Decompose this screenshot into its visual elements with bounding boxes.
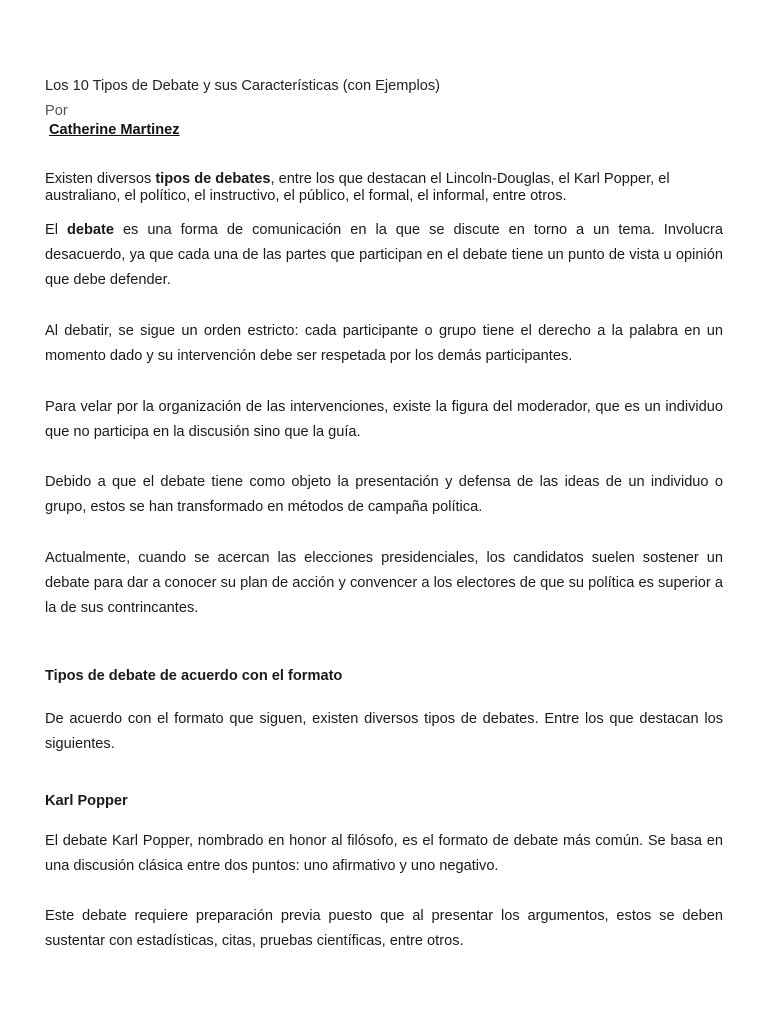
paragraph-elections: Actualmente, cuando se acercan las elecciones presidenciales, los candidatos suelen sostener un debate para dar a conocer su plan de acción y convencer a los electores de que su política es superior a la de sus contrincantes. [45, 550, 723, 616]
article-title: Los 10 Tipos de Debate y sus Características (con Ejemplos) [45, 78, 441, 94]
paragraph-format-intro: De acuerdo con el formato que siguen, existen diversos tipos de debates. Entre los que destacan los siguientes. [45, 711, 723, 752]
paragraph-moderator: Para velar por la organización de las intervenciones, existe la figura del moderador, que es un individuo que no participa en la discusión sino que la guía. [45, 399, 723, 440]
author-link[interactable]: Catherine Martinez [49, 122, 180, 138]
intro-paragraph [45, 171, 723, 205]
section-heading-format: Tipos de debate de acuerdo con el formato [45, 668, 343, 684]
paragraph-popper-definition: El debate Karl Popper, nombrado en honor al filósofo, es el formato de debate más común. Se basa en una discusión clásica entre dos puntos: uno afirmativo y uno negativo. [45, 833, 723, 874]
definition-bold-term: debate [66, 222, 114, 238]
definition-text-after: es una forma de comunicación en la que se discute en torno a un tema. Involucra desacuerdo, ya que cada una de las partes que participan en el debate tiene un punto de vista u opinión que debe defender. [45, 222, 723, 288]
paragraph-order: Al debatir, se sigue un orden estricto: cada participante o grupo tiene el derecho a la palabra en un momento dado y su intervención debe ser respetada por los demás participantes. [45, 323, 723, 364]
definition-paragraph [45, 218, 723, 293]
intro-bold-term: tipos de debates [155, 171, 271, 187]
by-label: Por [45, 103, 68, 119]
section-heading-karl-popper: Karl Popper [45, 793, 128, 809]
intro-text-after: , entre los que destacan el Lincoln-Douglas, el Karl Popper, el australiano, el político, el instructivo, el público, el formal, el informal, entre otros. [45, 171, 670, 204]
paragraph-popper-preparation: Este debate requiere preparación previa puesto que al presentar los argumentos, estos se deben sustentar con estadísticas, citas, pruebas científicas, entre otros. [45, 908, 723, 949]
intro-text-before: Existen diversos [45, 171, 156, 187]
paragraph-campaign: Debido a que el debate tiene como objeto la presentación y defensa de las ideas de un individuo o grupo, estos se han transformado en métodos de campaña política. [45, 474, 723, 515]
definition-text-before: El [45, 222, 67, 238]
